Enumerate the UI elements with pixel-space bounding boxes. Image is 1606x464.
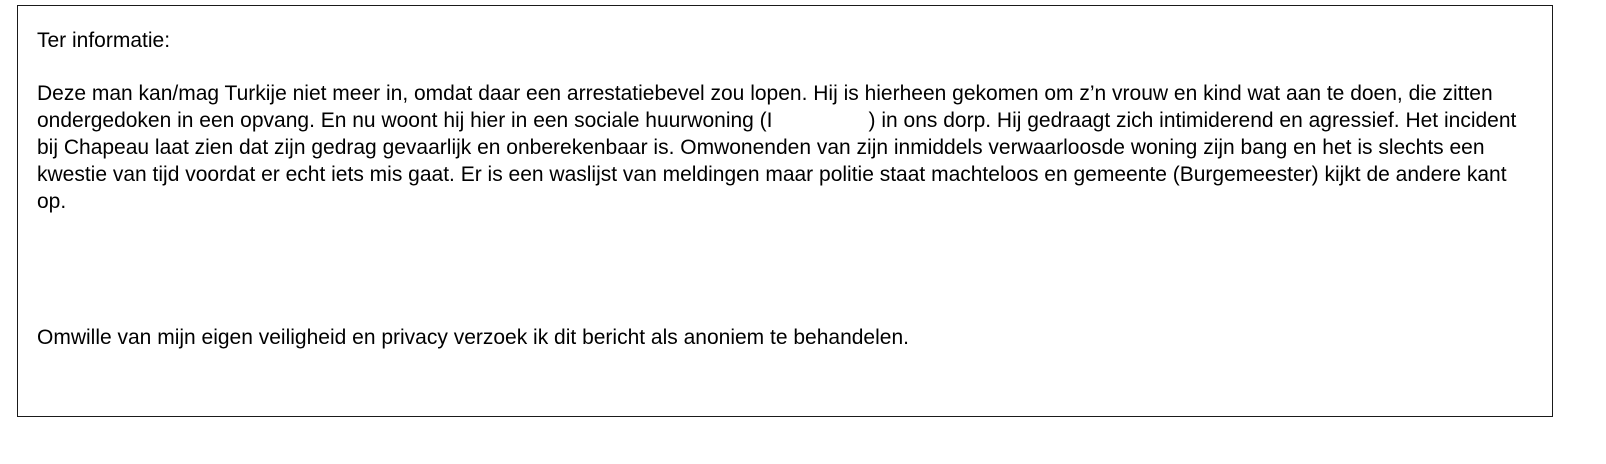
body-paragraph <box>37 80 1537 215</box>
message-box <box>17 5 1553 417</box>
closing-text: Omwille van mijn eigen veiligheid en privacy verzoek ik dit bericht als anoniem te behandelen. <box>37 326 909 349</box>
body-text-part-1: Deze man kan/mag Turkije niet meer in, omdat daar een arrestatiebevel zou lopen. Hij is hierheen gekomen om z’n vrouw en kind wat aan te doen, die zitten ondergedoken in een opvang. En nu woont hij hier in een sociale huurwoning (I <box>37 82 1493 132</box>
heading-text: Ter informatie: <box>37 29 171 52</box>
redaction-block <box>773 108 869 132</box>
body-text-part-2: ) in ons dorp. Hij gedraagt zich intimiderend en agressief. Het incident bij Chapeau laat zien dat zijn gedrag gevaarlijk en onberekenbaar is. Omwonenden van zijn inmiddels verwaarloosde woning zijn bang en het is slechts een kwestie van tijd voordat er echt iets mis gaat. Er is een waslijst van meldingen maar politie staat machteloos en gemeente (Burgemeester) kijkt de andere kant op. <box>37 109 1517 213</box>
